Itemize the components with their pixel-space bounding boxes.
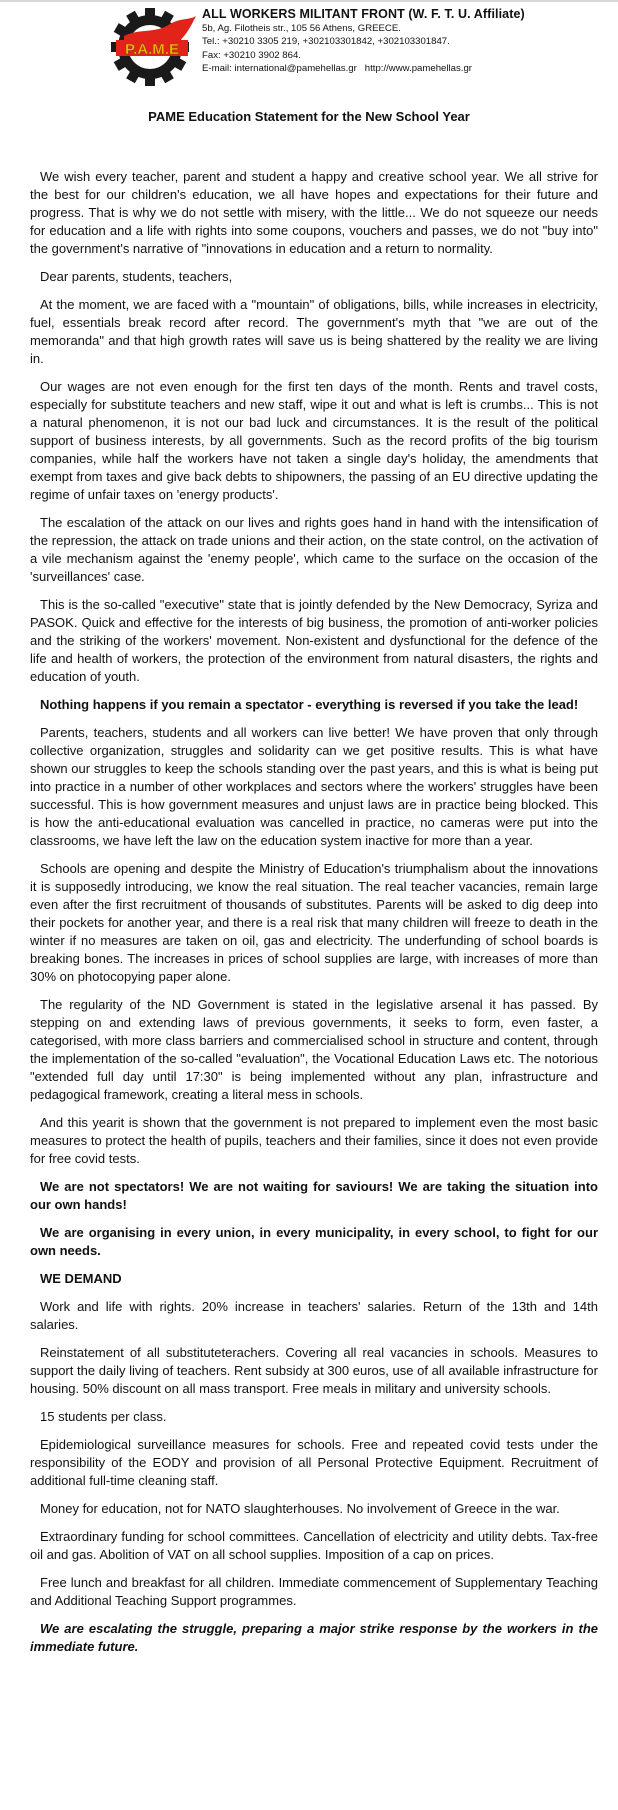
paragraph: The escalation of the attack on our lives and rights goes hand in hand with the intensification of the repression, the attack on trade unions and their action, on the state control, on the activation of a vile mechanism against the 'enemy people', which came to the surface on the occasion of the 'surveillances' case. (30, 515, 598, 584)
document-body (30, 168, 598, 1666)
demand-item: Extraordinary funding for school committees. Cancellation of electricity and utility debts. Tax-free oil and gas. Abolition of VAT on all school supplies. Imposition of a cap on prices. (30, 1529, 598, 1562)
paragraph: At the moment, we are faced with a "mountain" of obligations, bills, while increases in electricity, fuel, essentials break record after record. The government's myth that "we are out of the memoranda" and that high growth rates will save us is being shattered by the reality we are living in. (30, 297, 598, 366)
paragraph: This is the so-called "executive" state that is jointly defended by the New Democracy, Syriza and PASOK. Quick and effective for the interests of big business, the promotion of anti-worker policies and the striking of the workers' movement. Non-existent and dysfunctional for the defence of the life and health of workers, the protection of the environment from natural disasters, the rights and education of youth. (30, 597, 598, 684)
org-contact (202, 62, 525, 76)
org-address: 5b, Ag. Filotheis str., 105 56 Athens, GREECE. (202, 22, 401, 34)
paragraph-bold: We are organising in every union, in every municipality, in every school, to fight for our own needs. (30, 1225, 598, 1258)
org-name: ALL WORKERS MILITANT FRONT (W. F. T. U. Affiliate) (202, 7, 525, 21)
paragraph: Dear parents, students, teachers, (40, 269, 233, 284)
top-border (0, 0, 618, 2)
closing-statement: We are escalating the struggle, preparing a major strike response by the workers in the immediate future. (30, 1621, 598, 1654)
org-email[interactable]: E-mail: international@pamehellas.gr (202, 63, 357, 74)
paragraph: Parents, teachers, students and all workers can live better! We have proven that only through collective organization, struggles and solidarity can we get positive results. This is what have shown our struggles to keep the schools standing over the past years, and this is what is being put into practice in a number of other workplaces and sectors where the workers' struggles have been successful. This is how government measures and unjust laws are in practice being blocked. This is how the anti-educational evaluation was cancelled in practice, no cameras were put into the classrooms, we have left the law on the education system inactive for more than a year. (30, 725, 598, 848)
paragraph: We wish every teacher, parent and student a happy and creative school year. We all strive for the best for our children's education, we all have hopes and expectations for their future and progress. That is why we do not settle with misery, with the little... We do not squeeze our needs for education and a life with rights into some coupons, vouchers and passes, we do not "buy into" the government's narrative of "innovations in education and a return to normality. (30, 169, 598, 256)
demand-item: Free lunch and breakfast for all children. Immediate commencement of Supplementary Teaching and Additional Teaching Support programmes. (30, 1575, 598, 1608)
demand-item: Epidemiological surveillance measures for schools. Free and repeated covid tests under the responsibility of the EODY and provision of all Personal Protective Equipment. Recruitment of additional full-time cleaning staff. (30, 1437, 598, 1488)
paragraph: And this yearit is shown that the government is not prepared to implement even the most basic measures to protect the health of pupils, teachers and their families, since it does not even provide for free covid tests. (30, 1115, 598, 1166)
demand-item: Money for education, not for NATO slaughterhouses. No involvement of Greece in the war. (40, 1501, 560, 1516)
paragraph-bold: We are not spectators! We are not waiting for saviours! We are taking the situation into our own hands! (30, 1179, 598, 1212)
org-website[interactable]: http://www.pamehellas.gr (364, 63, 472, 74)
demand-item: Work and life with rights. 20% increase in teachers' salaries. Return of the 13th and 14th salaries. (30, 1299, 598, 1332)
logo-text: P.A.M.E (125, 41, 179, 58)
pame-logo-icon (110, 6, 196, 86)
document-title: PAME Education Statement for the New School Year (148, 109, 470, 124)
paragraph: Our wages are not even enough for the first ten days of the month. Rents and travel costs, especially for substitute teachers and new staff, wipe it out and what is left is crumbs... This is not a natural phenomenon, it is not our bad luck and circumstances. It is the result of the political support of business interests, by all governments. Such as the record profits of the big tourism companies, while half the workers have not taken a single day's holiday, the amendments that exempt from taxes and give back debts to shipowners, the passing of an EU directive updating the regime of unfair taxes on 'energy products'. (30, 379, 598, 502)
letterhead (110, 6, 530, 86)
demand-item: Reinstatement of all substituteterachers. Covering all real vacancies in schools. Measures to support the daily living of teachers. Rent subsidy at 300 euros, use of all available infrastructure for housing. 50% discount on all mass transport. Free meals in military and university schools. (30, 1345, 598, 1396)
demand-item: 15 students per class. (40, 1409, 167, 1424)
org-tel: Tel.: +30210 3305 219, +302103301842, +302103301847. (202, 36, 450, 47)
organization-info (202, 8, 525, 76)
paragraph: The regularity of the ND Government is stated in the legislative arsenal it has passed. By stepping on and extending laws of previous governments, it seeks to form, even faster, a categorised, with more class barriers and commercialised school in structure and content, through the implementation of the so-called "evaluation", the Vocational Education Laws etc. The notorious "extended full day until 17:30" is being implemented without any plan, infrastructure and pedagogical framework, creating a literal mess in schools. (30, 997, 598, 1102)
paragraph: Schools are opening and despite the Ministry of Education's triumphalism about the innovations it is supposedly introducing, we know the real situation. The real teacher vacancies, remain large even after the first recruitment of thousands of substitutes. Parents will be asked to dig deep into their pockets for another year, and there is a real risk that many children will freeze to death in the winter if no measures are taken on oil, gas and electricity. The underfunding of school boards is breaking bones. The increases in prices of school supplies are large, with increases of more than 30% on photocopying paper alone. (30, 861, 598, 984)
org-fax: Fax: +30210 3902 864. (202, 49, 301, 61)
demands-heading: WE DEMAND (40, 1271, 122, 1286)
paragraph-bold: Nothing happens if you remain a spectator - everything is reversed if you take the lead! (40, 697, 579, 712)
